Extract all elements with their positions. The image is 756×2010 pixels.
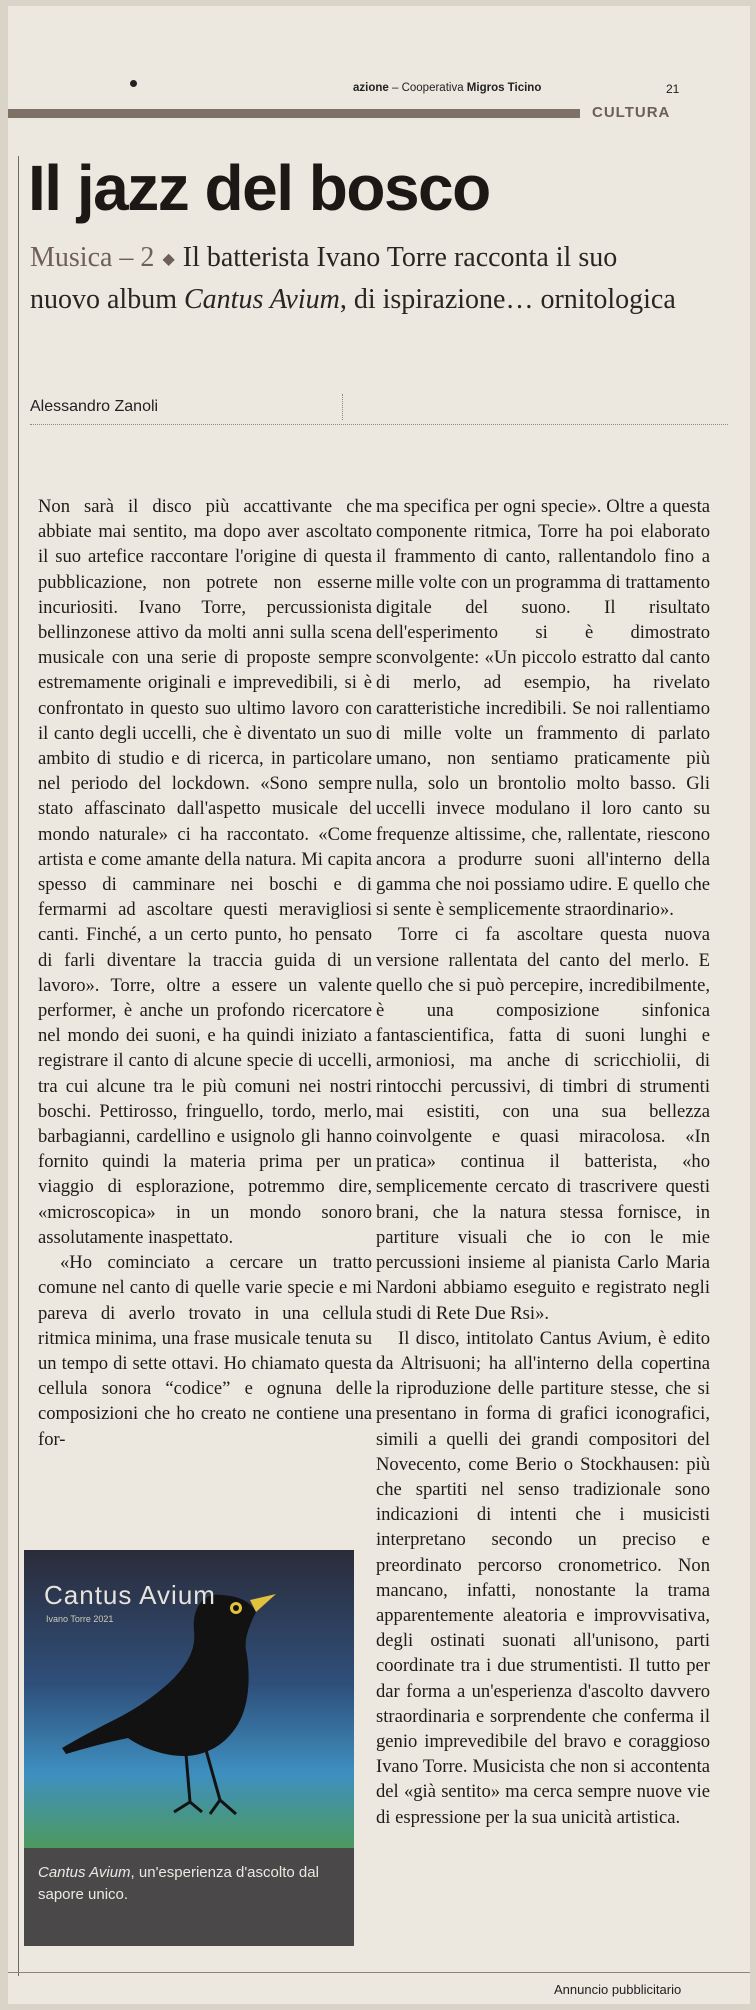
album-title: Cantus Avium bbox=[44, 1580, 216, 1610]
deck-text-b: , di ispirazione… ornitologica bbox=[339, 283, 676, 315]
byline: Alessandro Zanoli bbox=[30, 398, 159, 415]
margin-rule bbox=[18, 156, 19, 1976]
byline-divider bbox=[342, 394, 344, 420]
paragraph: Torre ci fa ascoltare questa nuova versione rallentata del canto del merlo. E quello che si può percepire, incredibilmente, è una composizione sinfonica fantascientifica, fatta di suoni lunghi e armoniosi, ma anche di scricchiolii, di rintocchi percussivi, di timbri di strumenti mai esistiti, con una sua bellezza coinvolgente e quasi miracolosa. «In pratica» continua il batterista, «ho semplicemente cercato di trascrivere questi brani, che la natura stessa fornisce, in partiture visuali che io con le mie percussioni insieme al pianista Carlo Maria Nardoni abbiamo eseguito e registrato negli studi di Rete Due Rsi». bbox=[376, 924, 710, 1324]
deck-text-a: Il batterista Ivano Torre racconta il suo nuovo album bbox=[30, 242, 618, 315]
photo-caption bbox=[24, 1848, 354, 1946]
deck-kicker: Musica – 2 bbox=[30, 242, 155, 273]
diamond-icon: ◆ bbox=[162, 250, 175, 268]
newspaper-page bbox=[8, 6, 750, 2004]
ad-label: Annuncio pubblicitario bbox=[554, 1982, 682, 1997]
page-header bbox=[353, 82, 541, 94]
deck bbox=[30, 238, 690, 320]
album-subtitle: Ivano Torre 2021 bbox=[46, 1614, 114, 1624]
section-rule bbox=[8, 109, 580, 118]
dotted-divider bbox=[30, 424, 728, 425]
paragraph: Il disco, intitolato Cantus Avium, è edito da Altrisuoni; ha all'interno della copertina la riproduzione delle partiture stesse, che si presentano in forma di grafici iconografici, simili a quelli dei grandi compositori del Novecento, come Berio o Stockhausen: più che spartiti nel senso tradizionale sono indicazioni di intenti che i musicisti interpretano secondo un preciso e preordinato percorso cronometrico. Non mancano, infatti, nonostante la trama apparentemente aleatoria e improvvisativa, degli ostinati suonati all'unisono, parti coordinate tra i due strumentisti. Il tutto per dar forma a un'esperienza d'ascolto davvero straordinaria e sorprendente che conferma il genio imprevedibile del bravo e coraggioso Ivano Torre. Musicista che non si accontenta del «già sentito» ma cerca sempre nuove vie di espressione per la sua unicità artistica. bbox=[376, 1327, 710, 1828]
page-number: 21 bbox=[666, 82, 680, 96]
caption-title: Cantus Avium bbox=[38, 1864, 131, 1881]
paragraph: Non sarà il disco più accattivante che abbiate mai sentito, ma dopo aver ascoltato il suo artefice raccontare l'origine di questa pubblicazione, non potrete non esserne incuriositi. Ivano Torre, percussionista bellinzonese attivo da molti anni sulla scena musicale con una serie di proposte sempre estremamente originali e imprevedibili, si è confrontato in questo suo ultimo lavoro con il canto degli uccelli, che è diventato un suo ambito di studio e di ricerca, in particolare nel periodo del lockdown. «Sono sempre stato affascinato dall'aspetto musicale del mondo naturale» ci ha raccontato. «Come artista e come amante della natura. Mi capita spesso di camminare nei boschi e di fermarmi ad ascoltare questi meravigliosi canti. Finché, a un certo punto, ho pensato di farli diventare la traccia guida di un lavoro». Torre, oltre a essere un valente performer, è anche un profondo ricercatore nel mondo dei suoni, e ha quindi iniziato a registrare il canto di alcune specie di uccelli, tra cui alcune tra le più comuni nei nostri boschi. Pettirosso, fringuello, tordo, merlo, barbagianni, cardellino e usignolo gli hanno fornito quindi la materia prima per un viaggio di esplorazione, potremmo dire, «microscopica» in un mondo sonoro assolutamente inaspettato. bbox=[38, 496, 372, 1248]
caption-text: , un'esperienza d'ascolto dal sapore unico. bbox=[38, 1864, 319, 1903]
headline: Il jazz del bosco bbox=[28, 152, 490, 224]
bullet-dot bbox=[130, 80, 137, 87]
bottom-rule bbox=[8, 1972, 750, 1973]
header-dash: – Cooperativa bbox=[388, 82, 467, 94]
album-cover-photo bbox=[24, 1550, 354, 1946]
publication-name: azione bbox=[353, 82, 389, 94]
deck-album-title: Cantus Avium bbox=[184, 283, 340, 315]
brand-name: Migros Ticino bbox=[466, 82, 542, 94]
paragraph: «Ho cominciato a cercare un tratto comune nel canto di quelle varie specie e mi pareva di averlo trovato in una cellula ritmica minima, una frase musicale tenuta su un tempo di sette ottavi. Ho chiamato questa cellula sonora “codice” e ognuna delle composizioni che ho creato ne contiene una for- bbox=[38, 1252, 372, 1450]
article-column-1 bbox=[38, 494, 372, 1452]
section-label: CULTURA bbox=[592, 104, 671, 121]
paragraph: ma specifica per ogni specie». Oltre a questa componente ritmica, Torre ha poi elaborato il frammento di canto, rallentandolo fino a mille volte con un programma di trattamento digitale del suono. Il risultato dell'esperimento si è dimostrato sconvolgente: «Un piccolo estratto dal canto di merlo, ad esempio, ha rivelato caratteristiche incredibili. Se noi rallentiamo di mille volte un frammento di parlato umano, non sentiamo praticamente più nulla, solo un brontolio molto basso. Gli uccelli invece modulano il loro canto su frequenze altissime, che, rallentate, riescono ancora a produrre suoni all'interno della gamma che noi possiamo udire. E quello che si sente è semplicemente straordinario». bbox=[376, 496, 710, 921]
article-column-2 bbox=[376, 494, 710, 1830]
